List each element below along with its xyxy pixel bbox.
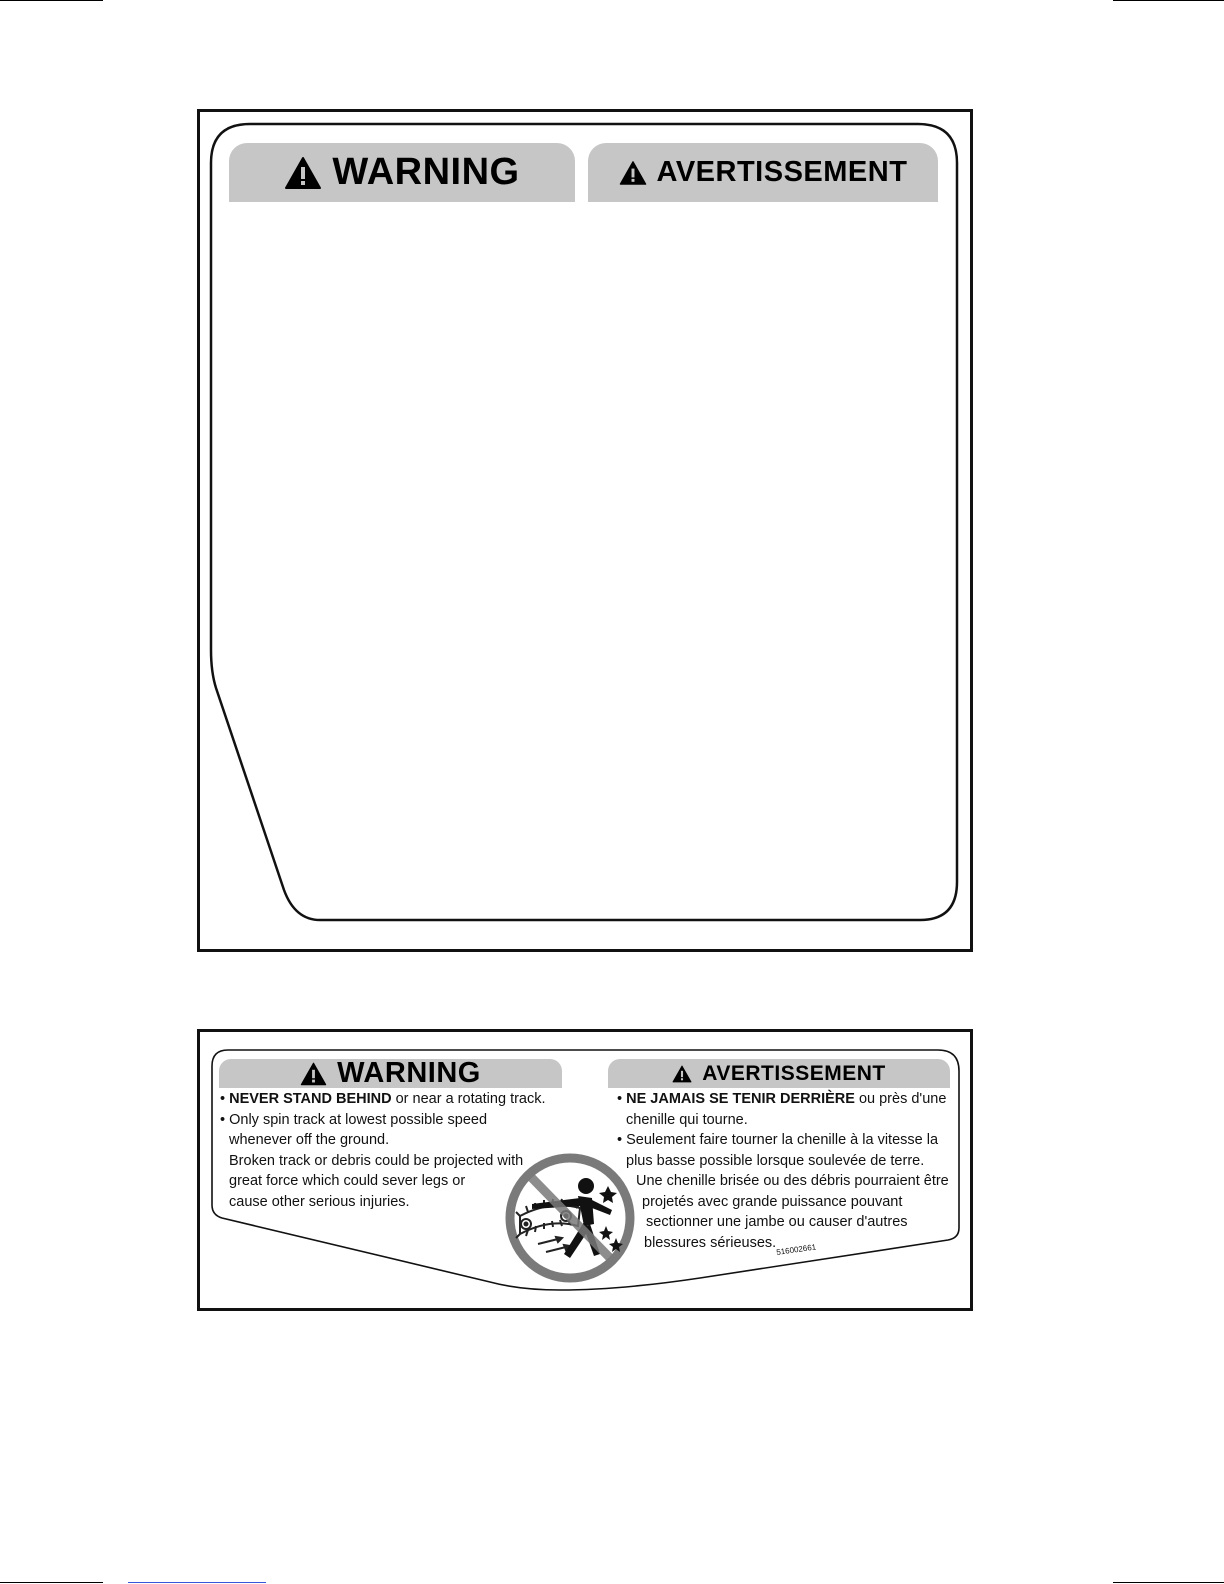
en-bullet-1: • NEVER STAND BEHIND or near a rotating track. — [220, 1091, 546, 1107]
small-avertissement-title: AVERTISSEMENT — [702, 1061, 886, 1085]
fr-para-line-2: projetés avec grande puissance pouvant — [642, 1193, 903, 1210]
large-warning-title: WARNING — [332, 151, 520, 193]
en-para-line-3: cause other serious injuries. — [229, 1193, 410, 1210]
fr-bullet-1: • NE JAMAIS SE TENIR DERRIÈRE ou près d'une — [617, 1091, 947, 1107]
en-bullet-2-cont: whenever off the ground. — [229, 1132, 390, 1148]
large-avertissement-title: AVERTISSEMENT — [656, 156, 908, 188]
fr-para-line-4: blessures sérieuses. — [644, 1234, 777, 1251]
fr-para-line-1: Une chenille brisée ou des débris pourraient être — [636, 1173, 949, 1189]
fr-bullet-2-cont: plus basse possible lorsque soulevée de terre. — [626, 1152, 925, 1169]
en-para-line-2: great force which could sever legs or — [229, 1173, 466, 1189]
fr-bullet-1-cont: chenille qui tourne. — [626, 1111, 748, 1128]
fr-bullet-2: • Seulement faire tourner la chenille à la vitesse la — [617, 1132, 939, 1148]
en-bullet-2: • Only spin track at lowest possible speed — [220, 1111, 488, 1128]
en-para-line-1: Broken track or debris could be projected with — [229, 1152, 524, 1169]
fr-para-line-3: sectionner une jambe ou causer d'autres — [646, 1214, 908, 1230]
small-warning-title: WARNING — [337, 1057, 481, 1089]
part-number: 516002661 — [775, 1242, 817, 1257]
